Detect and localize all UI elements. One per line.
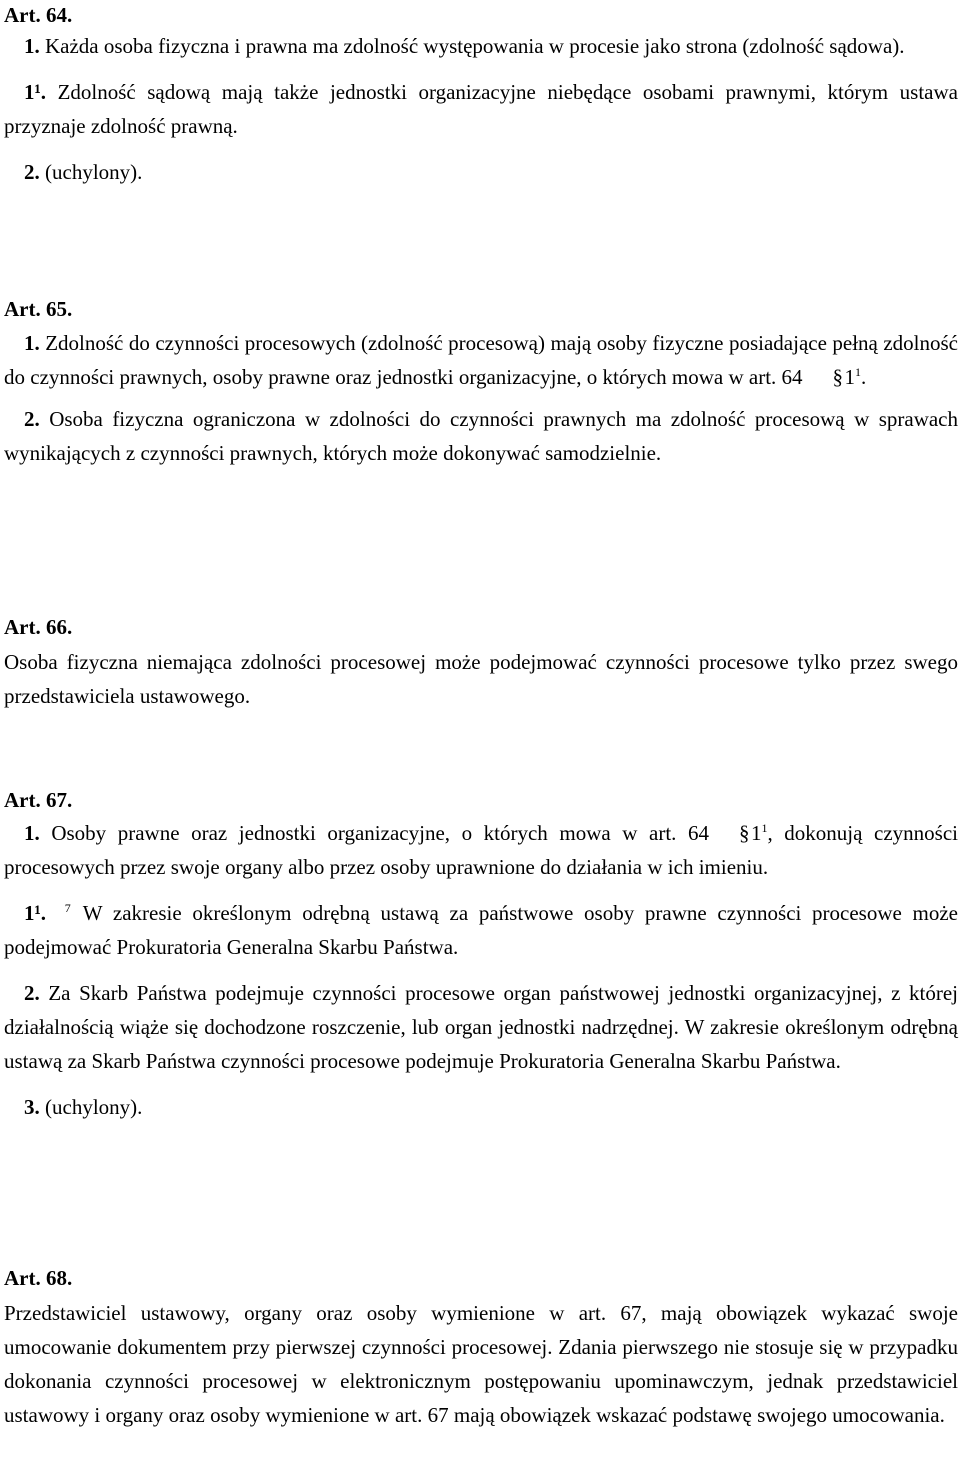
article-68	[0, 1263, 958, 1432]
article-title: Art. 68.	[4, 1266, 73, 1290]
article-paragraph: 1¹. $^7$ W zakresie określonym odrębną ustawą za państwowe osoby prawne czynności procesowe może podejmować Prokuratoria Generalna Skarbu Państwa.	[4, 901, 959, 959]
article-paragraph: 3. (uchylony).	[24, 1095, 143, 1119]
section-sign-icon: §	[738, 821, 750, 845]
article-67	[0, 785, 958, 1124]
footnote-marker: 7	[64, 901, 71, 915]
article-paragraph: 2. (uchylony).	[24, 160, 143, 184]
article-paragraph: 1. Każda osoba fizyczna i prawna ma zdolność występowania w procesie jako strona (zdolność sądowa).	[24, 34, 905, 58]
article-title: Art. 64.	[4, 3, 73, 27]
article-title: Art. 67.	[4, 788, 73, 812]
article-64	[0, 0, 958, 189]
article-65	[0, 294, 958, 470]
section-sign-icon: §	[832, 365, 844, 389]
article-66	[0, 612, 958, 713]
article-paragraph: 2. Osoba fizyczna ograniczona w zdolności do czynności prawnych ma zdolność procesową w sprawach wynikających z czynności prawnych, których może dokonywać samodzielnie.	[4, 407, 958, 465]
article-paragraph: 1¹. Zdolność sądową mają także jednostki organizacyjne niebędące osobami prawnymi, którym ustawa przyznaje zdolność prawną.	[4, 80, 958, 138]
article-body: Przedstawiciel ustawowy, organy oraz osoby wymienione w art. 67, mają obowiązek wykazać swoje umocowanie dokumentem przy pierwszej czynności procesowej. Zdania pierwszego nie stosuje się w przypadku dokonania czynności procesowej w elektronicznym postępowaniu upominawczym, jednak przedstawiciel ustawowy i organy oraz osoby wymienione w art. 67 mają obowiązek wskazać podstawę swojego umocowania.	[4, 1301, 958, 1427]
article-paragraph: 1. Zdolność do czynności procesowych (zdolność procesową) mają osoby fizyczne posiadające pełną zdolność do czynności prawnych, osoby prawne oraz jednostki organizacyjne, o których mowa w art. 64 $\S 1^1$.	[4, 326, 958, 394]
article-body: Osoba fizyczna niemająca zdolności procesowej może podejmować czynności procesowe tylko przez swego przedstawiciela ustawowego.	[4, 650, 958, 708]
article-paragraph: 1. Osoby prawne oraz jednostki organizacyjne, o których mowa w art. 64 $\S 1^1$, dokonują czynności procesowych przez swoje organy albo przez osoby uprawnione do działania w ich imieniu.	[4, 816, 958, 884]
article-title: Art. 65.	[4, 297, 73, 321]
article-title: Art. 66.	[4, 615, 73, 639]
article-paragraph: 2. Za Skarb Państwa podejmuje czynności procesowe organ państwowej jednostki organizacyjnej, z której działalnością wiąże się dochodzone roszczenie, lub organ jednostki nadrzędnej. W zakresie określonym odrębną ustawą za Skarb Państwa czynności procesowe podejmuje Prokuratoria Generalna Skarbu Państwa.	[4, 981, 958, 1073]
